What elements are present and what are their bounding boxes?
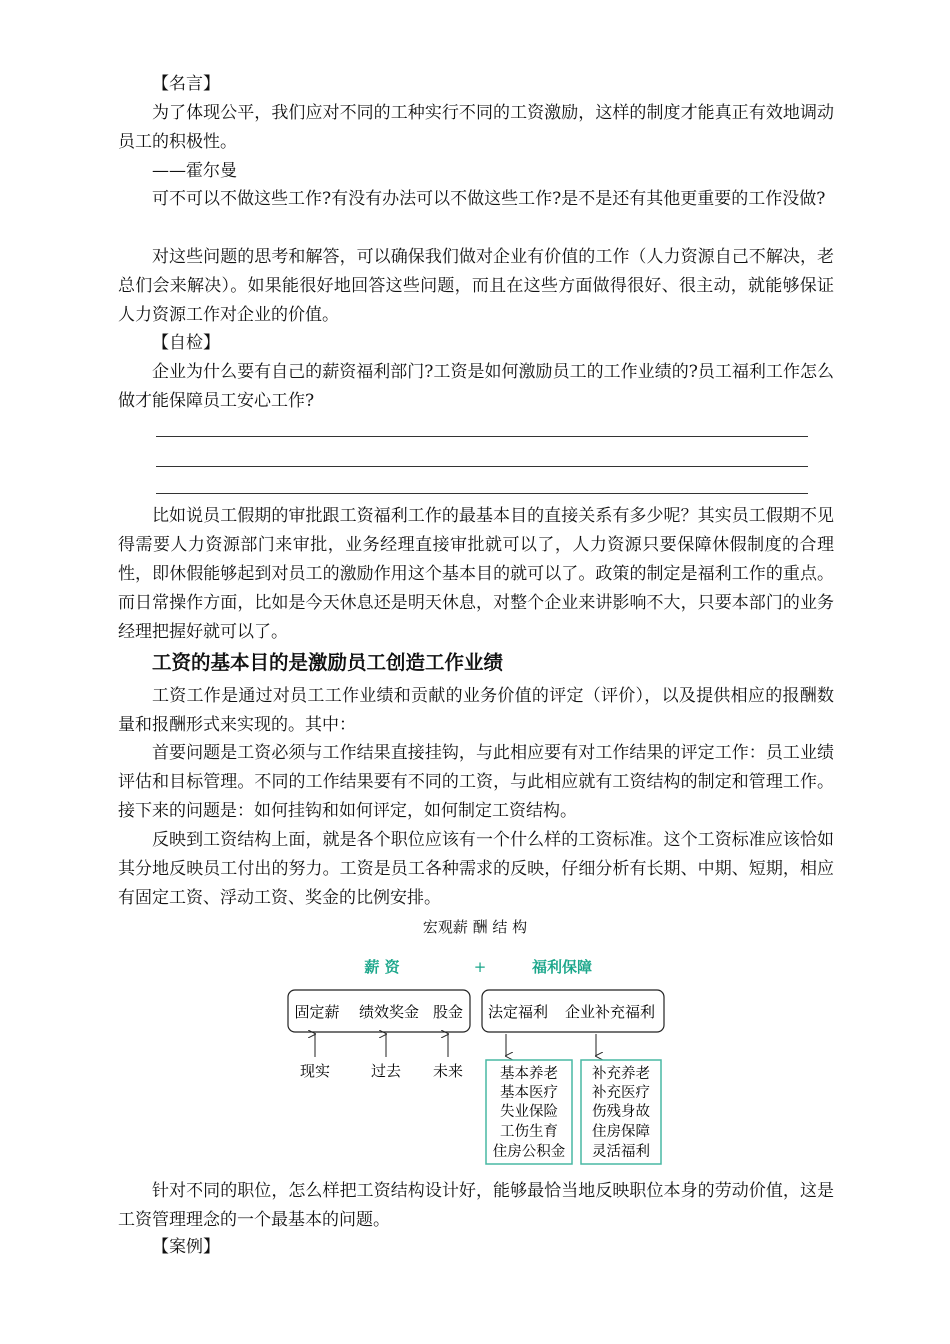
answer-line[interactable] — [156, 466, 808, 467]
salary-header: 薪 资 — [364, 958, 400, 976]
salary-item-fixed: 固定薪 — [294, 1003, 340, 1021]
section-heading: 工资的基本目的是激励员工创造工作业绩 — [152, 651, 504, 674]
welfare-item-statutory: 法定福利 — [487, 1003, 549, 1021]
paragraph-answers: 对这些问题的思考和解答，可以确保我们做对企业有价值的工作（人力资源自己不解决，老总们会来解决）。如果能很好地回答这些问题，而且在这些方面做得很好、很主动，就能够保证人力资源工作对企业的价值。 — [118, 247, 834, 325]
case-label: 【案例】 — [152, 1237, 220, 1257]
statutory-item: 失业保险 — [500, 1104, 558, 1120]
supplement-item: 补充养老 — [592, 1066, 650, 1082]
supplement-item: 住房保障 — [592, 1124, 650, 1140]
statutory-item: 住房公积金 — [492, 1144, 566, 1160]
paragraph-salary-work: 工资工作是通过对员工工作业绩和贡献的业务价值的评定（评价），以及提供相应的报酬数量和报酬形式来实现的。其中： — [118, 686, 834, 735]
statutory-item: 基本医疗 — [500, 1085, 558, 1101]
salary-item-equity: 股金 — [432, 1003, 464, 1021]
paragraph-salary-structure: 反映到工资结构上面，就是各个职位应该有一个什么样的工资标准。这个工资标准应该恰如其分地反映员工付出的努力。工资是员工各种需求的反映，仔细分析有长期、中期、短期，相应有固定工资、浮动工资、奖金的比例安排。 — [118, 830, 834, 908]
answer-line[interactable] — [156, 493, 808, 494]
time-label-past: 过去 — [370, 1062, 402, 1080]
paragraph-questions: 可不可以不做这些工作?有没有办法可以不做这些工作?是不是还有其他更重要的工作没做? — [152, 189, 826, 209]
paragraph-primary-issue: 首要问题是工资必须与工作结果直接挂钩，与此相应要有对工作结果的评定工作：员工业绩评估和目标管理。不同的工作结果要有不同的工资，与此相应就有工资结构的制定和管理工作。接下来的问题是：如何挂钩和如何评定，如何制定工资结构。 — [118, 743, 834, 821]
salary-item-performance: 绩效奖金 — [358, 1003, 420, 1021]
compensation-structure-diagram — [250, 910, 700, 1170]
quote-author: ——霍尔曼 — [152, 161, 237, 181]
diagram-title: 宏观薪 酬 结 构 — [422, 918, 528, 936]
plus-sign: + — [473, 958, 487, 976]
answer-line[interactable] — [156, 436, 808, 437]
statutory-item: 基本养老 — [500, 1066, 558, 1082]
welfare-header: 福利保障 — [531, 958, 593, 976]
selfcheck-label: 【自检】 — [152, 333, 220, 353]
paragraph-conclusion: 针对不同的职位，怎么样把工资结构设计好，能够最恰当地反映职位本身的劳动价值，这是工资管理理念的一个最基本的问题。 — [118, 1181, 834, 1230]
quote-text: 为了体现公平，我们应对不同的工种实行不同的工资激励，这样的制度才能真正有效地调动员工的积极性。 — [118, 103, 834, 152]
supplement-item: 伤残身故 — [592, 1104, 650, 1120]
supplement-item: 灵活福利 — [592, 1144, 650, 1160]
paragraph-leave-approval: 比如说员工假期的审批跟工资福利工作的最基本目的直接关系有多少呢？其实员工假期不见得需要人力资源部门来审批，业务经理直接审批就可以了，人力资源只要保障休假制度的合理性，即休假能够起到对员工的激励作用这个基本目的就可以了。政策的制定是福利工作的重点。而日常操作方面，比如是今天休息还是明天休息，对整个企业来讲影响不大，只要本部门的业务经理把握好就可以了。 — [118, 506, 834, 642]
welfare-item-supplement: 企业补充福利 — [564, 1003, 656, 1021]
selfcheck-text: 企业为什么要有自己的薪资福利部门?工资是如何激励员工的工作业绩的?员工福利工作怎么做才能保障员工安心工作? — [118, 362, 834, 411]
time-label-present: 现实 — [299, 1062, 331, 1080]
supplement-item: 补充医疗 — [592, 1085, 650, 1101]
time-label-future: 未来 — [432, 1062, 464, 1080]
quote-label: 【名言】 — [152, 74, 220, 94]
statutory-item: 工伤生育 — [500, 1124, 558, 1140]
